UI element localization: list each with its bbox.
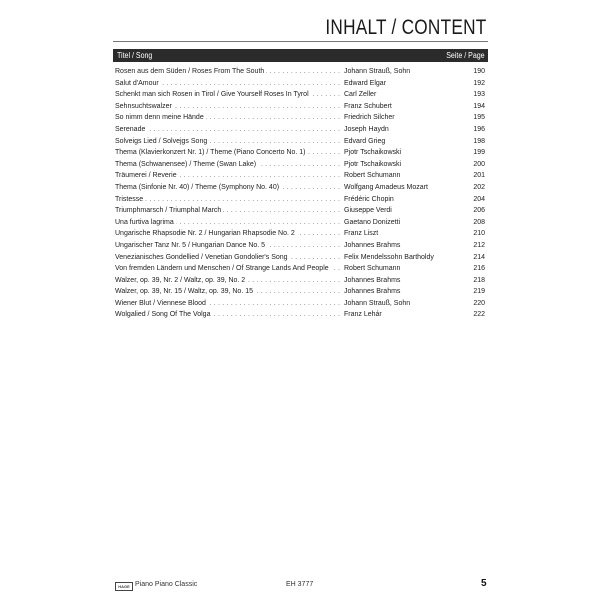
toc-composer: Robert Schumann bbox=[344, 172, 401, 180]
footer-edition-code: EH 3777 bbox=[286, 581, 314, 588]
toc-row bbox=[113, 147, 488, 159]
toc-song-title bbox=[115, 170, 340, 182]
toc-page-number: 212 bbox=[473, 241, 485, 249]
toc-song-title bbox=[115, 205, 340, 217]
toc-song-title bbox=[115, 275, 340, 287]
toc-page-number: 193 bbox=[473, 91, 485, 99]
toc-song-title-text: Serenade bbox=[115, 125, 146, 133]
toc-composer: Johann Strauß, Sohn bbox=[344, 299, 411, 307]
toc-row bbox=[113, 170, 488, 182]
toc-page-number: 208 bbox=[473, 218, 485, 226]
toc-row bbox=[113, 228, 488, 240]
toc-page-number: 220 bbox=[473, 299, 485, 307]
toc-page-number: 198 bbox=[473, 137, 485, 145]
toc-page-number: 194 bbox=[473, 102, 485, 110]
toc-composer: Franz Liszt bbox=[344, 230, 379, 238]
toc-page-number: 196 bbox=[473, 125, 485, 133]
toc-composer: Robert Schumann bbox=[344, 265, 401, 273]
toc-composer: Johannes Brahms bbox=[344, 288, 401, 296]
toc-page-number: 195 bbox=[473, 114, 485, 122]
toc-page-number: 192 bbox=[473, 79, 485, 87]
toc-row bbox=[113, 298, 488, 310]
toc-composer: Edward Elgar bbox=[344, 79, 387, 87]
toc-song-title bbox=[115, 309, 340, 321]
toc-row bbox=[113, 205, 488, 217]
toc-row bbox=[113, 275, 488, 287]
toc-row bbox=[113, 286, 488, 298]
toc-song-title bbox=[115, 78, 340, 90]
toc-song-title bbox=[115, 124, 340, 136]
toc-song-title-text: Wiener Blut / Viennese Blood bbox=[115, 299, 206, 307]
toc-song-title bbox=[115, 136, 340, 148]
toc-song-title-text: Ungarischer Tanz Nr. 5 / Hungarian Dance No. 5 bbox=[115, 241, 266, 249]
toc-song-title-text: Rosen aus dem Süden / Roses From The South bbox=[115, 68, 265, 75]
toc-page-number: 199 bbox=[473, 149, 485, 157]
toc-song-title-text: Thema (Schwanensee) / Theme (Swan Lake) bbox=[115, 160, 257, 168]
toc-song-title bbox=[115, 228, 340, 240]
toc-song-title-text: Solveigs Lied / Solvejgs Song bbox=[115, 137, 208, 145]
toc-song-title bbox=[115, 101, 340, 113]
toc-song-title bbox=[115, 182, 340, 194]
header-page-column: Seite / Page bbox=[446, 51, 485, 60]
toc-song-title-text: Thema (Klavierkonzert Nr. 1) / Theme (Piano Concerto No. 1) bbox=[115, 149, 306, 157]
toc-composer: Pjotr Tschaikowski bbox=[344, 160, 402, 168]
toc-composer: Johannes Brahms bbox=[344, 276, 401, 284]
toc-song-title bbox=[115, 147, 340, 159]
toc-song-title-text: Walzer, op. 39, Nr. 2 / Waltz, op. 39, No. 2 bbox=[115, 276, 246, 284]
toc-song-title-text: Von fremden Ländern und Menschen / Of Strange Lands And People bbox=[115, 265, 329, 273]
toc-song-title bbox=[115, 89, 340, 101]
toc-composer: Giuseppe Verdi bbox=[344, 207, 392, 215]
toc-composer: Franz Schubert bbox=[344, 102, 392, 110]
toc-composer: Joseph Haydn bbox=[344, 125, 389, 133]
toc-song-title-text: Ungarische Rhapsodie Nr. 2 / Hungarian Rhapsodie No. 2 bbox=[115, 230, 295, 238]
toc-page-number: 210 bbox=[473, 230, 485, 238]
toc-page-number: 218 bbox=[473, 276, 485, 284]
toc-row bbox=[113, 240, 488, 252]
toc-page-number: 219 bbox=[473, 288, 485, 296]
footer-series-title: Piano Piano Classic bbox=[135, 581, 198, 588]
toc-row bbox=[113, 78, 488, 90]
footer-page-number: 5 bbox=[481, 578, 487, 589]
toc-song-title bbox=[115, 66, 340, 78]
toc-song-title-text: Una furtiva lagrima bbox=[115, 218, 174, 226]
toc-row bbox=[113, 252, 488, 264]
toc-song-title-text: Salut d'Amour bbox=[115, 79, 159, 87]
toc-song-title bbox=[115, 194, 340, 206]
toc-song-title-text: Venezianisches Gondellied / Venetian Gondolier's Song bbox=[115, 253, 288, 261]
toc-composer: Friedrich Silcher bbox=[344, 114, 395, 122]
toc-composer: Carl Zeller bbox=[344, 91, 377, 99]
toc-page-number: 214 bbox=[473, 253, 485, 261]
toc-song-title-text: Tristesse bbox=[115, 195, 144, 203]
toc-song-title-text: Thema (Sinfonie Nr. 40) / Theme (Symphony No. 40) bbox=[115, 183, 280, 191]
toc-page-number: 216 bbox=[473, 265, 485, 273]
toc-song-title bbox=[115, 298, 340, 310]
toc-song-title-text: Sehnsuchtswalzer bbox=[115, 102, 172, 110]
toc-page-number: 200 bbox=[473, 160, 485, 168]
page-title: INHALT / CONTENT bbox=[325, 16, 487, 39]
toc-page-number: 202 bbox=[473, 183, 485, 191]
toc-page-number: 204 bbox=[473, 195, 485, 203]
toc-row bbox=[113, 101, 488, 113]
toc-row bbox=[113, 124, 488, 136]
toc-composer: Felix Mendelssohn Bartholdy bbox=[344, 253, 434, 261]
toc-song-title-text: So nimm denn meine Hände bbox=[115, 114, 204, 122]
toc-song-title bbox=[115, 240, 340, 252]
header-title-column: Titel / Song bbox=[117, 51, 153, 60]
toc-song-title bbox=[115, 112, 340, 124]
toc-row bbox=[113, 182, 488, 194]
toc-row bbox=[113, 89, 488, 101]
toc-song-title bbox=[115, 286, 340, 298]
toc-song-title-text: Wolgalied / Song Of The Volga bbox=[115, 311, 211, 319]
toc-composer: Franz Lehár bbox=[344, 311, 382, 319]
toc-header-bar bbox=[113, 49, 488, 62]
toc-row bbox=[113, 194, 488, 206]
toc-composer: Frédéric Chopin bbox=[344, 195, 394, 203]
toc-composer: Pjotr Tschaikowski bbox=[344, 149, 402, 157]
toc-row bbox=[113, 136, 488, 148]
toc-song-title-text: Triumphmarsch / Triumphal March bbox=[115, 207, 222, 215]
toc-row bbox=[113, 217, 488, 229]
toc-row bbox=[113, 66, 488, 78]
toc-row bbox=[113, 159, 488, 171]
toc-page-number: 201 bbox=[473, 172, 485, 180]
toc-page-number: 222 bbox=[473, 311, 485, 319]
title-divider bbox=[113, 41, 488, 42]
toc-song-title-text: Träumerei / Reverie bbox=[115, 172, 177, 180]
toc-list bbox=[113, 66, 488, 321]
toc-row bbox=[113, 309, 488, 321]
toc-row bbox=[113, 112, 488, 124]
toc-song-title bbox=[115, 217, 340, 229]
toc-song-title bbox=[115, 252, 340, 264]
toc-composer: Wolfgang Amadeus Mozart bbox=[344, 183, 428, 191]
toc-composer: Johannes Brahms bbox=[344, 241, 401, 249]
toc-composer: Johann Strauß, Sohn bbox=[344, 68, 411, 75]
toc-composer: Gaetano Donizetti bbox=[344, 218, 401, 226]
toc-row bbox=[113, 263, 488, 275]
toc-song-title bbox=[115, 159, 340, 171]
toc-composer: Edvard Grieg bbox=[344, 137, 386, 145]
toc-song-title-text: Walzer, op. 39, Nr. 15 / Waltz, op. 39, No. 15 bbox=[115, 288, 253, 296]
toc-song-title-text: Schenkt man sich Rosen in Tirol / Give Yourself Roses In Tyrol bbox=[115, 91, 309, 99]
toc-page-number: 206 bbox=[473, 207, 485, 215]
toc-page-number: 190 bbox=[473, 68, 485, 75]
publisher-logo: HAGE bbox=[115, 582, 133, 591]
toc-song-title bbox=[115, 263, 340, 275]
